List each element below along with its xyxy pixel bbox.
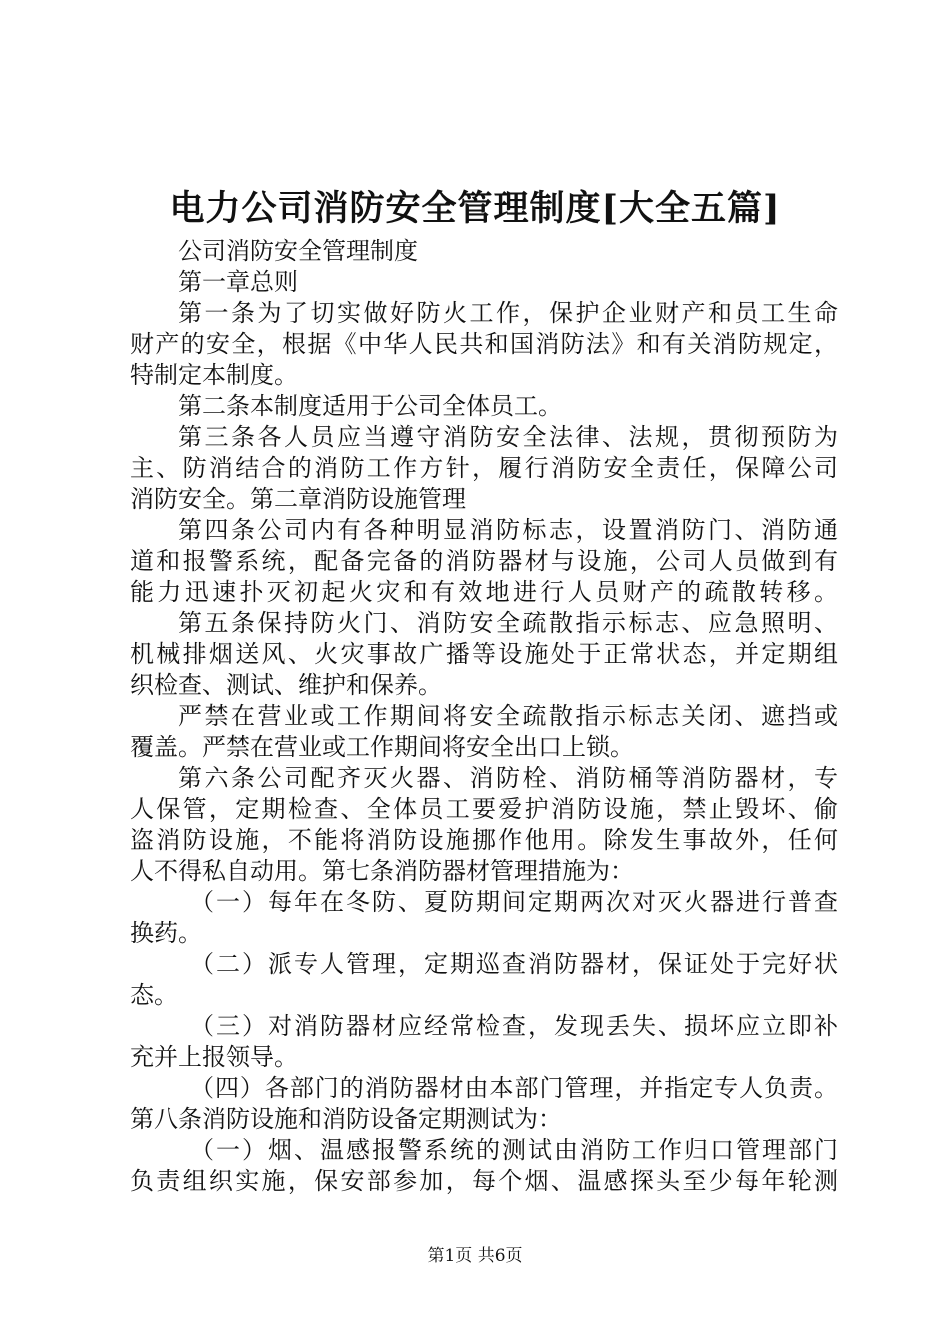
paragraph-line: 道和报警系统，配备完备的消防器材与设施，公司人员做到有 [130, 547, 838, 575]
paragraph-line: 公司消防安全管理制度 [178, 237, 418, 265]
paragraph-line: 覆盖。严禁在营业或工作期间将安全出口上锁。 [130, 733, 634, 761]
paragraph-line: （四）各部门的消防器材由本部门管理，并指定专人负责。 [190, 1074, 838, 1102]
paragraph-line: 特制定本制度。 [130, 361, 298, 389]
paragraph-line: 机械排烟送风、火灾事故广播等设施处于正常状态，并定期组 [130, 640, 838, 668]
paragraph-line: 人保管，定期检查、全体员工要爱护消防设施，禁止毁坏、偷 [130, 795, 838, 823]
paragraph-line: （一）烟、温感报警系统的测试由消防工作归口管理部门 [190, 1136, 838, 1164]
paragraph-line: 消防安全。第二章消防设施管理 [130, 485, 466, 513]
paragraph-line: 能力迅速扑灭初起火灾和有效地进行人员财产的疏散转移。 [130, 578, 838, 606]
paragraph-line: 第二条本制度适用于公司全体员工。 [178, 392, 562, 420]
paragraph-line: 换药。 [130, 919, 202, 947]
paragraph-line: 财产的安全，根据《中华人民共和国消防法》和有关消防规定， [130, 330, 838, 358]
paragraph-line: 态。 [130, 981, 178, 1009]
paragraph-line: 织检查、测试、维护和保养。 [130, 671, 442, 699]
paragraph-line: 第五条保持防火门、消防安全疏散指示标志、应急照明、 [178, 609, 838, 637]
paragraph-line: 第四条公司内有各种明显消防标志，设置消防门、消防通 [178, 516, 838, 544]
paragraph-line: 严禁在营业或工作期间将安全疏散指示标志关闭、遮挡或 [178, 702, 838, 730]
paragraph-line: 第八条消防设施和消防设备定期测试为： [130, 1105, 562, 1133]
paragraph-line: 第一条为了切实做好防火工作，保护企业财产和员工生命 [178, 299, 838, 327]
paragraph-line: （一）每年在冬防、夏防期间定期两次对灭火器进行普查 [190, 888, 838, 916]
paragraph-line: 第三条各人员应当遵守消防安全法律、法规，贯彻预防为 [178, 423, 838, 451]
paragraph-line: 人不得私自动用。第七条消防器材管理措施为： [130, 857, 634, 885]
page-footer: 第1页 共6页 [427, 1246, 523, 1266]
paragraph-line: （三）对消防器材应经常检查，发现丢失、损坏应立即补 [190, 1012, 838, 1040]
document-body [130, 236, 838, 1197]
paragraph-line: 充并上报领导。 [130, 1043, 298, 1071]
paragraph-line: 主、防消结合的消防工作方针，履行消防安全责任，保障公司 [130, 454, 838, 482]
paragraph-line: （二）派专人管理，定期巡查消防器材，保证处于完好状 [190, 950, 838, 978]
page-title: 电力公司消防安全管理制度[大全五篇] [169, 188, 781, 229]
paragraph-line: 负责组织实施，保安部参加，每个烟、温感探头至少每年轮测 [130, 1167, 838, 1195]
paragraph-line: 盗消防设施，不能将消防设施挪作他用。除发生事故外，任何 [130, 826, 838, 854]
paragraph-line: 第一章总则 [178, 268, 298, 296]
paragraph-line: 第六条公司配齐灭火器、消防栓、消防桶等消防器材，专 [178, 764, 838, 792]
